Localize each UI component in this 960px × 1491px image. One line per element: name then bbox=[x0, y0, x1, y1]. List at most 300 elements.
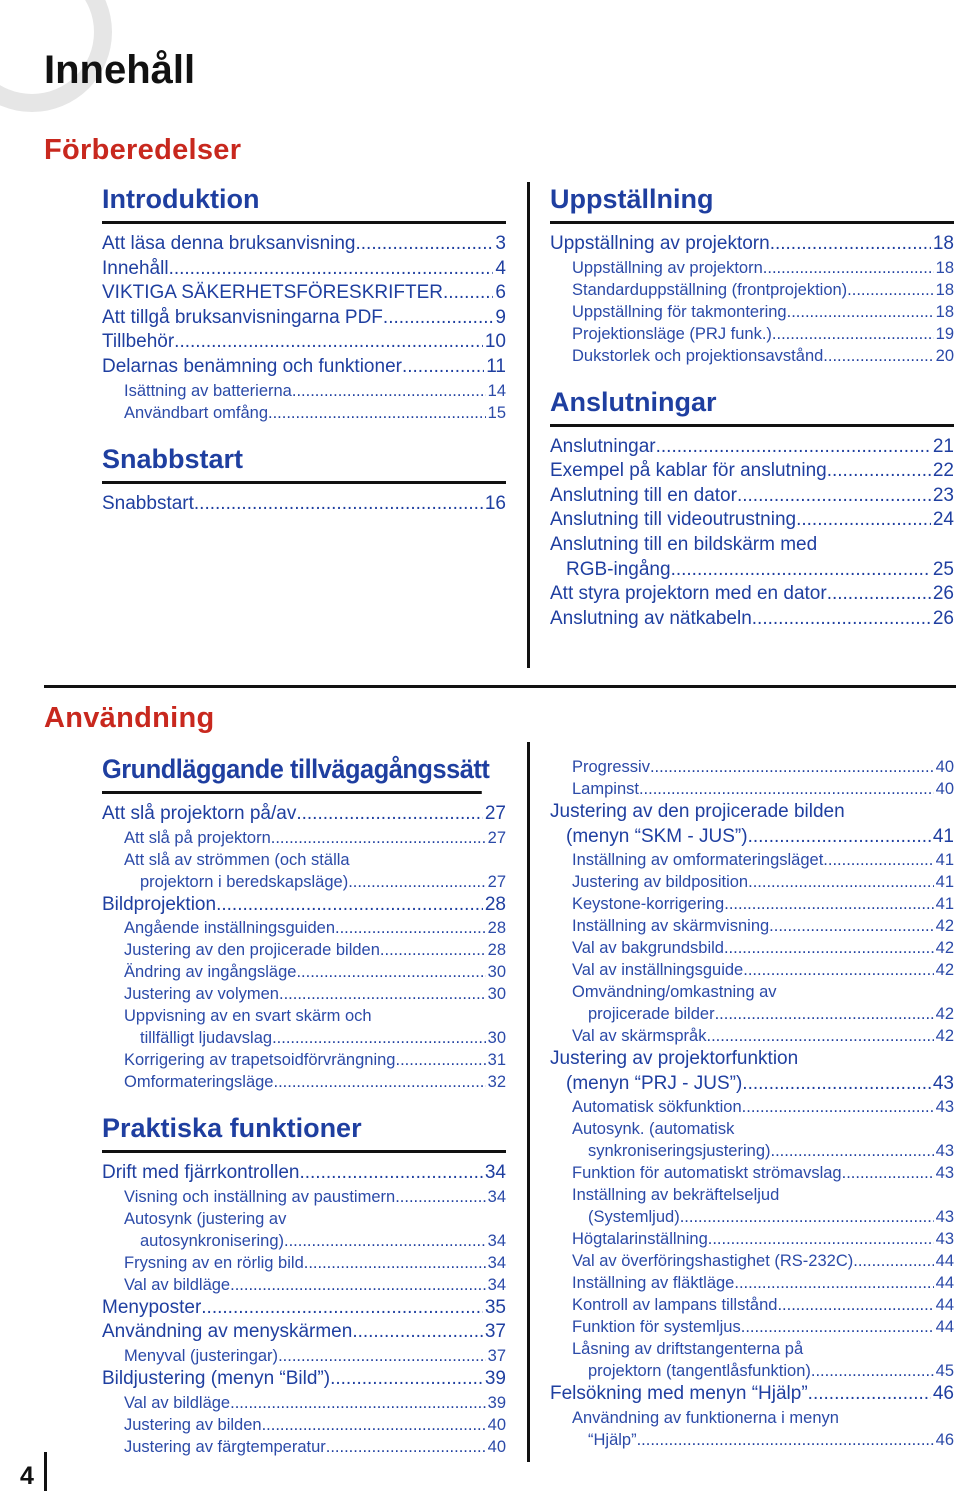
toc-entry-title: Progressiv bbox=[572, 758, 650, 776]
toc-entry[interactable] bbox=[550, 1072, 954, 1097]
toc-entry-title: Val av skärmspråk bbox=[572, 1027, 707, 1046]
toc-leader-dots bbox=[680, 1206, 934, 1228]
toc-entry-page: 25 bbox=[932, 558, 954, 580]
toc-entry[interactable] bbox=[102, 232, 506, 257]
toc-entry-page: 34 bbox=[484, 1162, 506, 1184]
toc-leader-dots bbox=[395, 1186, 485, 1208]
toc-entry[interactable] bbox=[102, 257, 506, 282]
toc-entry-title: Användbart omfång bbox=[124, 403, 269, 422]
toc-entry-line: Omvändning/omkastning av bbox=[572, 983, 777, 1002]
toc-entry[interactable] bbox=[102, 1049, 506, 1071]
toc-entry-title: Anslutning till en dator bbox=[550, 484, 737, 506]
toc-entry[interactable] bbox=[550, 1162, 954, 1184]
toc-entry[interactable] bbox=[550, 1025, 954, 1047]
toc-entry[interactable] bbox=[550, 849, 954, 871]
toc-entry-page: 43 bbox=[932, 1072, 954, 1094]
toc-entry[interactable] bbox=[102, 1027, 506, 1049]
toc-entry-page: 39 bbox=[484, 1367, 506, 1389]
toc-leader-dots bbox=[743, 959, 933, 981]
toc-entry-page: 30 bbox=[487, 1029, 506, 1048]
toc-entry-title: Justering av bilden bbox=[124, 1415, 262, 1434]
toc-entry-title: (menyn “PRJ - JUS”) bbox=[566, 1072, 743, 1094]
toc-entry[interactable] bbox=[102, 893, 506, 918]
toc-entry-title: Anslutning av nätkabeln bbox=[550, 607, 752, 629]
toc-leader-dots bbox=[272, 1027, 486, 1049]
toc-entry-page: 10 bbox=[484, 331, 506, 353]
page-number-rule bbox=[44, 1452, 47, 1491]
toc-leader-dots bbox=[748, 825, 931, 850]
toc-group bbox=[102, 756, 506, 1093]
toc-entry-title: Drift med fjärrkontrollen bbox=[102, 1162, 300, 1184]
toc-entry[interactable] bbox=[550, 257, 954, 279]
toc-entry-page: 44 bbox=[935, 1318, 954, 1337]
toc-entry-page: 28 bbox=[484, 893, 506, 915]
toc-leader-dots bbox=[706, 1025, 933, 1047]
toc-entry-title: Anslutning till videoutrustning bbox=[550, 509, 797, 531]
toc-entry-line: Justering av projektorfunktion bbox=[550, 1048, 799, 1070]
toc-entry-page: 37 bbox=[484, 1321, 506, 1343]
toc-entry-title: Justering av den projicerade bilden bbox=[124, 941, 380, 960]
toc-entry-page: 21 bbox=[932, 435, 954, 457]
toc-entry[interactable] bbox=[102, 1071, 506, 1093]
toc-entry[interactable] bbox=[102, 961, 506, 983]
toc-group bbox=[550, 756, 954, 1451]
toc-entry-title: Anslutningar bbox=[550, 435, 656, 457]
toc-entry-title: Högtalarinställning bbox=[572, 1230, 708, 1249]
toc-entry-page: 41 bbox=[935, 851, 954, 870]
toc-entry[interactable] bbox=[550, 279, 954, 301]
toc-entry-title: Bildprojektion bbox=[102, 893, 217, 915]
toc-entry-title: Projektionsläge (PRJ funk.) bbox=[572, 324, 772, 343]
toc-entry-title: Val av överföringshastighet (RS-232C) bbox=[572, 1252, 854, 1271]
toc-entry-title: Justering av bildposition bbox=[572, 873, 749, 892]
toc-entry-title: Visning och inställning av paustimern bbox=[124, 1187, 396, 1206]
toc-entry-page: 14 bbox=[487, 381, 506, 400]
toc-entry-page: 27 bbox=[487, 828, 506, 847]
toc-entry-title: projicerade bilder bbox=[588, 1005, 715, 1024]
toc-entry[interactable] bbox=[102, 1367, 506, 1392]
toc-entry-title: Inställning av fläktläge bbox=[572, 1274, 735, 1293]
toc-entry-title: Uppställning för takmontering bbox=[572, 302, 787, 321]
toc-leader-dots bbox=[763, 257, 934, 279]
toc-leader-dots bbox=[847, 279, 933, 301]
toc-leader-dots bbox=[787, 301, 934, 323]
toc-leader-dots bbox=[637, 1429, 934, 1451]
toc-entry-title: Att läsa denna bruksanvisning bbox=[102, 233, 356, 254]
group-title: Grundläggande tillvägagångssätt bbox=[102, 756, 482, 794]
group-title: Anslutningar bbox=[550, 389, 954, 427]
toc-entry-page: 40 bbox=[487, 1437, 506, 1456]
toc-entry-page: 46 bbox=[935, 1430, 954, 1449]
group-title: Praktiska funktioner bbox=[102, 1115, 506, 1153]
toc-entry-page: 18 bbox=[935, 280, 954, 299]
toc-entry[interactable] bbox=[102, 380, 506, 402]
toc-entry-page: 39 bbox=[487, 1393, 506, 1412]
toc-entry[interactable] bbox=[102, 939, 506, 961]
toc-entry-title: Kontroll av lampans tillstånd bbox=[572, 1296, 778, 1315]
toc-entry[interactable] bbox=[550, 1206, 954, 1228]
toc-leader-dots bbox=[752, 607, 931, 632]
toc-leader-dots bbox=[348, 871, 485, 893]
toc-entry-title: Isättning av batterierna bbox=[124, 381, 292, 400]
toc-entry-title: (menyn “SKM - JUS”) bbox=[566, 825, 748, 847]
toc-group bbox=[102, 186, 506, 424]
toc-entry[interactable] bbox=[550, 1429, 954, 1451]
toc-entry-page: 45 bbox=[935, 1362, 954, 1381]
toc-entry-page: 42 bbox=[935, 961, 954, 980]
toc-entry-page: 41 bbox=[935, 895, 954, 914]
group-title: Introduktion bbox=[102, 186, 506, 224]
toc-entry-title: Att styra projektorn med en dator bbox=[550, 583, 827, 605]
toc-leader-dots bbox=[271, 827, 486, 849]
toc-entry[interactable] bbox=[550, 778, 954, 800]
toc-leader-dots bbox=[724, 893, 933, 915]
toc-entry[interactable] bbox=[550, 1360, 954, 1382]
toc-entry-title: Val av bildläge bbox=[124, 1275, 231, 1294]
toc-entry-page: 26 bbox=[932, 607, 954, 629]
toc-entry[interactable] bbox=[550, 607, 954, 632]
toc-entry-line: Autosynk (justering av bbox=[124, 1209, 287, 1228]
toc-leader-dots bbox=[352, 1320, 483, 1345]
toc-entry-page: 44 bbox=[935, 1252, 954, 1271]
toc-entry-title: Att slå projektorn på/av bbox=[102, 803, 297, 824]
toc-entry-title: Justering av färgtemperatur bbox=[124, 1437, 326, 1456]
toc-entry-page: 40 bbox=[487, 1415, 506, 1434]
toc-leader-dots bbox=[230, 1392, 486, 1414]
toc-entry[interactable] bbox=[102, 330, 506, 355]
toc-leader-dots bbox=[823, 849, 933, 871]
toc-leader-dots bbox=[771, 1140, 934, 1162]
toc-group bbox=[550, 186, 954, 367]
toc-entry-page: 11 bbox=[486, 355, 506, 377]
toc-leader-dots bbox=[201, 1296, 483, 1321]
toc-leader-dots bbox=[708, 1228, 934, 1250]
page-number: 4 bbox=[20, 1462, 34, 1490]
toc-entry[interactable] bbox=[102, 1436, 506, 1458]
toc-entry-title: (Systemljud) bbox=[588, 1208, 680, 1227]
toc-entry-line: Justering av den projicerade bilden bbox=[550, 801, 845, 822]
toc-entry-page: 42 bbox=[935, 917, 954, 936]
group-title: Snabbstart bbox=[102, 446, 506, 484]
toc-entry-page: 32 bbox=[487, 1073, 506, 1092]
toc-entry-page: 43 bbox=[935, 1164, 954, 1183]
toc-entry-title: Uppställning av projektorn bbox=[572, 258, 763, 277]
toc-entry-page: 34 bbox=[487, 1275, 506, 1294]
toc-entry-title: Lampinst. bbox=[572, 780, 644, 798]
toc-entry[interactable] bbox=[102, 827, 506, 849]
toc-entry-title: Menyposter bbox=[102, 1296, 202, 1318]
toc-column-3 bbox=[102, 756, 506, 1464]
toc-entry[interactable] bbox=[550, 871, 954, 893]
toc-entry-page: 6 bbox=[495, 282, 506, 304]
toc-entry-page: 43 bbox=[935, 1208, 954, 1227]
toc-entry-page: 43 bbox=[935, 1142, 954, 1161]
toc-entry-page: 35 bbox=[484, 1296, 506, 1318]
toc-entry-title: projektorn (tangentlåsfunktion) bbox=[588, 1362, 811, 1381]
toc-entry-page: 18 bbox=[935, 258, 954, 277]
toc-entry[interactable] bbox=[550, 915, 954, 937]
toc-leader-dots bbox=[230, 1274, 486, 1296]
column-divider-top bbox=[527, 182, 530, 668]
toc-leader-dots bbox=[356, 232, 494, 257]
toc-entry[interactable] bbox=[102, 1414, 506, 1436]
toc-entry[interactable] bbox=[102, 871, 506, 893]
toc-entry[interactable] bbox=[550, 1250, 954, 1272]
toc-leader-dots bbox=[770, 232, 931, 257]
toc-entry-title: Snabbstart bbox=[102, 492, 194, 514]
toc-entry-title: RGB-ingång bbox=[566, 558, 671, 580]
toc-entry-title: Uppställning av projektorn bbox=[550, 233, 770, 254]
toc-entry[interactable] bbox=[550, 893, 954, 915]
toc-entry[interactable] bbox=[550, 459, 954, 484]
toc-leader-dots bbox=[273, 1071, 485, 1093]
toc-leader-dots bbox=[724, 937, 934, 959]
toc-entry-title: Funktion för systemljus bbox=[572, 1318, 741, 1337]
toc-entry[interactable] bbox=[550, 1272, 954, 1294]
toc-entry-line: Anslutning till en bildskärm med bbox=[550, 533, 818, 555]
toc-leader-dots bbox=[808, 1382, 931, 1407]
toc-entry-page: 26 bbox=[932, 583, 954, 605]
toc-entry-title: tillfälligt ljudavslag bbox=[140, 1029, 273, 1048]
toc-entry-page: 20 bbox=[935, 346, 954, 365]
toc-leader-dots bbox=[656, 435, 931, 460]
toc-leader-dots bbox=[194, 492, 483, 517]
toc-entry[interactable] bbox=[550, 1096, 954, 1118]
group-title: Uppställning bbox=[550, 186, 954, 224]
toc-leader-dots bbox=[402, 355, 484, 380]
toc-entry-title: Dukstorlek och projektionsavstånd bbox=[572, 346, 824, 365]
toc-entry-line: Uppvisning av en svart skärm och bbox=[124, 1007, 372, 1026]
toc-entry-title: Justering av volymen bbox=[124, 985, 279, 1004]
toc-entry[interactable] bbox=[550, 301, 954, 323]
toc-entry-line: Att slå av strömmen (och ställa bbox=[124, 850, 350, 869]
toc-entry-title: Korrigering av trapetsoidförvrängning bbox=[124, 1051, 396, 1070]
toc-entry[interactable] bbox=[102, 492, 506, 517]
toc-entry-page: 9 bbox=[495, 306, 506, 328]
toc-leader-dots bbox=[734, 1272, 933, 1294]
toc-entry-title: synkroniseringsjustering) bbox=[588, 1142, 771, 1161]
toc-entry-title: Funktion för automatiskt strömavslag bbox=[572, 1164, 842, 1183]
toc-entry[interactable] bbox=[102, 281, 506, 306]
toc-leader-dots bbox=[827, 582, 931, 607]
toc-entry-page: 18 bbox=[935, 302, 954, 321]
toc-entry[interactable] bbox=[550, 756, 954, 778]
section-anvandning: Användning bbox=[44, 702, 215, 734]
toc-entry[interactable] bbox=[550, 345, 954, 367]
toc-entry-page: 40 bbox=[935, 780, 954, 798]
toc-leader-dots bbox=[742, 1096, 934, 1118]
toc-entry-title: Användning av menyskärmen bbox=[102, 1321, 353, 1343]
toc-entry-page: 30 bbox=[487, 963, 506, 982]
column-divider-bottom bbox=[527, 742, 530, 1462]
page-title: Innehåll bbox=[44, 48, 196, 92]
toc-entry-title: Keystone-korrigering bbox=[572, 895, 725, 914]
section-divider bbox=[44, 685, 956, 688]
toc-entry-title: VIKTIGA SÄKERHETSFÖRESKRIFTER bbox=[102, 282, 444, 304]
toc-leader-dots bbox=[169, 257, 494, 282]
toc-leader-dots bbox=[737, 484, 931, 509]
toc-leader-dots bbox=[823, 345, 933, 367]
toc-leader-dots bbox=[262, 1414, 486, 1436]
toc-entry-page: 24 bbox=[932, 509, 954, 531]
toc-entry-title: Att slå på projektorn bbox=[124, 828, 271, 847]
toc-entry-title: Exempel på kablar för anslutning bbox=[550, 460, 827, 482]
toc-leader-dots bbox=[671, 558, 931, 583]
toc-entry[interactable] bbox=[102, 802, 506, 827]
toc-column-1 bbox=[102, 186, 506, 522]
toc-entry-page: 42 bbox=[935, 1005, 954, 1024]
toc-entry-title: Felsökning med menyn “Hjälp” bbox=[550, 1383, 808, 1405]
toc-leader-dots bbox=[296, 802, 483, 827]
toc-entry[interactable] bbox=[102, 1296, 506, 1321]
toc-entry-page: 34 bbox=[487, 1187, 506, 1206]
section-forberedelser: Förberedelser bbox=[44, 134, 242, 166]
toc-entry-title: Bildjustering (menyn “Bild”) bbox=[102, 1367, 331, 1389]
toc-entry-page: 42 bbox=[935, 1027, 954, 1046]
toc-leader-dots bbox=[326, 1436, 486, 1458]
toc-entry[interactable] bbox=[550, 1294, 954, 1316]
toc-entry[interactable] bbox=[550, 582, 954, 607]
toc-entry[interactable] bbox=[102, 983, 506, 1005]
toc-entry[interactable] bbox=[550, 1140, 954, 1162]
toc-entry-page: 43 bbox=[935, 1098, 954, 1117]
toc-entry-title: Val av bakgrundsbild bbox=[572, 939, 724, 958]
toc-entry-page: 41 bbox=[932, 825, 954, 847]
toc-entry-page: 23 bbox=[932, 484, 954, 506]
toc-entry-page: 15 bbox=[487, 403, 506, 422]
toc-entry-line: Användning av funktionerna i menyn bbox=[572, 1408, 839, 1427]
toc-leader-dots bbox=[748, 871, 934, 893]
toc-entry[interactable] bbox=[102, 1345, 506, 1367]
toc-leader-dots bbox=[383, 306, 494, 331]
toc-entry-line: Låsning av driftstangenterna på bbox=[572, 1340, 804, 1359]
toc-entry-page: 19 bbox=[935, 324, 954, 343]
toc-entry-title: “Hjälp” bbox=[588, 1430, 637, 1449]
toc-entry-title: Standarduppställning (frontprojektion) bbox=[572, 280, 848, 299]
toc-entry-page: 34 bbox=[487, 1231, 506, 1250]
toc-leader-dots bbox=[299, 1161, 482, 1186]
toc-entry-line: Autosynk. (automatisk bbox=[572, 1120, 735, 1139]
toc-entry-page: 40 bbox=[935, 758, 954, 776]
toc-group bbox=[102, 1115, 506, 1457]
toc-entry[interactable] bbox=[550, 484, 954, 509]
toc-leader-dots bbox=[715, 1003, 934, 1025]
toc-entry[interactable] bbox=[550, 508, 954, 533]
toc-leader-dots bbox=[741, 1316, 934, 1338]
toc-entry[interactable] bbox=[102, 1392, 506, 1414]
toc-entry[interactable] bbox=[550, 959, 954, 981]
toc-leader-dots bbox=[742, 1072, 931, 1097]
toc-entry-page: 18 bbox=[932, 233, 954, 254]
toc-leader-dots bbox=[796, 508, 931, 533]
toc-entry[interactable] bbox=[550, 1003, 954, 1025]
toc-entry-title: Tillbehör bbox=[102, 331, 175, 353]
toc-entry[interactable] bbox=[102, 1186, 506, 1208]
toc-leader-dots bbox=[644, 778, 934, 800]
toc-entry-title: Innehåll bbox=[102, 257, 169, 279]
toc-leader-dots bbox=[268, 402, 486, 424]
toc-entry-title: Menyval (justeringar) bbox=[124, 1346, 279, 1365]
toc-leader-dots bbox=[380, 939, 486, 961]
toc-leader-dots bbox=[396, 1049, 486, 1071]
toc-entry-page: 31 bbox=[487, 1051, 506, 1070]
toc-column-2 bbox=[550, 186, 954, 637]
toc-entry-title: Delarnas benämning och funktioner bbox=[102, 355, 402, 377]
toc-entry-page: 30 bbox=[487, 985, 506, 1004]
toc-entry-page: 4 bbox=[495, 257, 506, 279]
toc-leader-dots bbox=[330, 1367, 483, 1392]
toc-entry-page: 28 bbox=[487, 941, 506, 960]
toc-entry-page: 37 bbox=[487, 1346, 506, 1365]
toc-leader-dots bbox=[278, 1345, 486, 1367]
toc-leader-dots bbox=[284, 1230, 486, 1252]
toc-entry-page: 44 bbox=[935, 1274, 954, 1293]
toc-entry-title: Inställning av skärmvisning bbox=[572, 917, 770, 936]
toc-entry-title: Frysning av en rörlig bild bbox=[124, 1253, 304, 1272]
toc-entry-page: 34 bbox=[487, 1253, 506, 1272]
toc-entry[interactable] bbox=[102, 402, 506, 424]
toc-entry-title: autosynkronisering) bbox=[140, 1231, 284, 1250]
toc-entry[interactable] bbox=[102, 1161, 506, 1186]
toc-leader-dots bbox=[811, 1360, 934, 1382]
toc-entry-title: Automatisk sökfunktion bbox=[572, 1098, 742, 1117]
toc-entry[interactable] bbox=[550, 558, 954, 583]
toc-leader-dots bbox=[842, 1162, 934, 1184]
toc-entry[interactable] bbox=[550, 232, 954, 257]
toc-entry-title: Angående inställningsguiden bbox=[124, 919, 336, 938]
toc-leader-dots bbox=[216, 893, 483, 918]
toc-entry[interactable] bbox=[550, 825, 954, 850]
toc-entry-line: Inställning av bekräftelseljud bbox=[572, 1186, 780, 1205]
toc-entry[interactable] bbox=[550, 1316, 954, 1338]
toc-leader-dots bbox=[279, 983, 486, 1005]
toc-entry-page: 41 bbox=[935, 873, 954, 892]
toc-leader-dots bbox=[443, 281, 493, 306]
toc-leader-dots bbox=[769, 915, 933, 937]
toc-leader-dots bbox=[174, 330, 483, 355]
toc-entry[interactable] bbox=[550, 1228, 954, 1250]
toc-entry[interactable] bbox=[102, 306, 506, 331]
toc-entry-page: 46 bbox=[932, 1383, 954, 1405]
toc-entry-page: 42 bbox=[935, 939, 954, 958]
toc-entry-page: 43 bbox=[935, 1230, 954, 1249]
toc-leader-dots bbox=[335, 917, 486, 939]
toc-entry[interactable] bbox=[102, 1320, 506, 1345]
toc-column-4 bbox=[550, 756, 954, 1457]
toc-entry[interactable] bbox=[550, 1382, 954, 1407]
toc-entry-title: Val av bildläge bbox=[124, 1393, 231, 1412]
toc-entry[interactable] bbox=[550, 323, 954, 345]
toc-entry[interactable] bbox=[102, 1274, 506, 1296]
toc-entry-title: projektorn i beredskapsläge) bbox=[140, 872, 349, 891]
toc-entry-title: Inställning av omformateringsläget bbox=[572, 851, 824, 870]
toc-entry[interactable] bbox=[102, 1230, 506, 1252]
toc-group bbox=[550, 386, 954, 632]
toc-entry[interactable] bbox=[550, 435, 954, 460]
toc-entry-page: 16 bbox=[484, 492, 506, 514]
toc-leader-dots bbox=[650, 756, 934, 778]
toc-entry[interactable] bbox=[102, 355, 506, 380]
toc-entry-page: 27 bbox=[484, 803, 506, 824]
toc-entry[interactable] bbox=[102, 1252, 506, 1274]
toc-entry[interactable] bbox=[550, 937, 954, 959]
toc-entry[interactable] bbox=[102, 917, 506, 939]
toc-entry-page: 44 bbox=[935, 1296, 954, 1315]
toc-leader-dots bbox=[292, 380, 486, 402]
toc-leader-dots bbox=[777, 1294, 933, 1316]
toc-entry-page: 28 bbox=[487, 919, 506, 938]
toc-entry-title: Att tillgå bruksanvisningarna PDF bbox=[102, 306, 383, 328]
